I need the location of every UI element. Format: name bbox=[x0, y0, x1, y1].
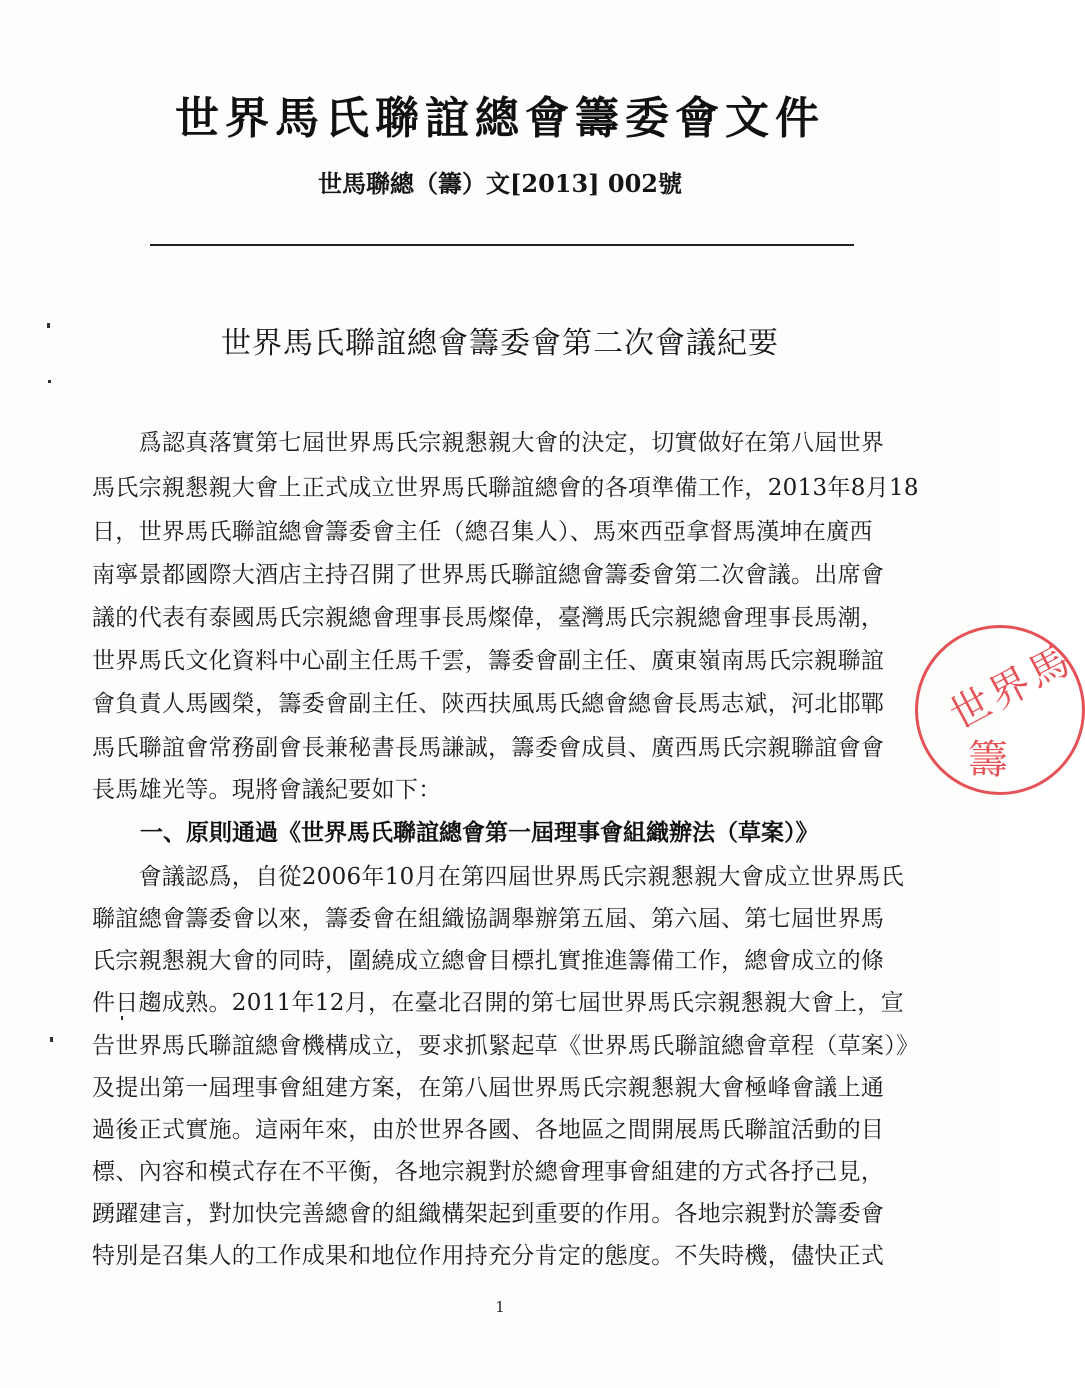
body-line: 馬氏宗親懇親大會上正式成立世界馬氏聯誼總會的各項準備工作，2013年8月18 bbox=[92, 475, 919, 501]
body-line: 及提出第一屆理事會組建方案，在第八屆世界馬氏宗親懇親大會極峰會議上通 bbox=[92, 1075, 885, 1101]
document-title: 世界馬氏聯誼總會籌委會文件 bbox=[175, 93, 825, 144]
scan-speck bbox=[48, 380, 51, 383]
scan-speck bbox=[47, 323, 50, 328]
body-line: 踴躍建言，對加快完善總會的組織構架起到重要的作用。各地宗親對於籌委會 bbox=[92, 1201, 885, 1227]
seal-text: 籌 bbox=[968, 737, 1008, 783]
body-line: 氏宗親懇親大會的同時，圍繞成立總會目標扎實推進籌備工作，總會成立的條 bbox=[92, 948, 885, 974]
scan-speck bbox=[50, 1037, 53, 1042]
body-line: 長馬雄光等。現將會議紀要如下： bbox=[92, 777, 442, 803]
body-line: 爲認真落實第七屆世界馬氏宗親懇親大會的決定，切實做好在第八屆世界 bbox=[92, 430, 885, 456]
meeting-title: 世界馬氏聯誼總會籌委會第二次會議紀要 bbox=[221, 326, 779, 361]
section-heading: 一、原則通過《世界馬氏聯誼總會第一屆理事會組織辦法（草案）》 bbox=[140, 819, 819, 846]
scan-speck bbox=[121, 1016, 123, 1020]
body-line: 會議認爲，自從2006年10月在第四屆世界馬氏宗親懇親大會成立世界馬氏 bbox=[92, 864, 904, 890]
body-line: 日，世界馬氏聯誼總會籌委會主任（總召集人）、馬來西亞拿督馬漢坤在廣西 bbox=[92, 519, 873, 545]
body-line: 特別是召集人的工作成果和地位作用持充分肯定的態度。不失時機，儘快正式 bbox=[92, 1243, 885, 1269]
seal-text: 世界馬 bbox=[942, 636, 1081, 739]
body-line: 馬氏聯誼會常務副會長兼秘書長馬謙誠，籌委會成員、廣西馬氏宗親聯誼會會 bbox=[92, 735, 885, 761]
header-divider bbox=[150, 244, 854, 246]
document-number: 世馬聯總（籌）文[2013] 002號 bbox=[318, 169, 682, 198]
body-line: 議的代表有泰國馬氏宗親總會理事長馬燦偉，臺灣馬氏宗親總會理事長馬潮， bbox=[92, 605, 885, 631]
body-line: 標、內容和模式存在不平衡，各地宗親對於總會理事會組建的方式各抒己見， bbox=[92, 1159, 885, 1185]
body-line: 世界馬氏文化資料中心副主任馬千雲，籌委會副主任、廣東嶺南馬氏宗親聯誼 bbox=[92, 648, 885, 674]
body-line: 南寧景都國際大酒店主持召開了世界馬氏聯誼總會籌委會第二次會議。出席會 bbox=[92, 562, 885, 588]
official-seal bbox=[915, 625, 1085, 795]
body-line: 會負責人馬國榮，籌委會副主任、陝西扶風馬氏總會總會長馬志斌，河北邯鄲 bbox=[92, 691, 885, 717]
body-line: 過後正式實施。這兩年來，由於世界各國、各地區之間開展馬氏聯誼活動的目 bbox=[92, 1117, 885, 1143]
body-line: 件日趨成熟。2011年12月，在臺北召開的第七屆世界馬氏宗親懇親大會上，宣 bbox=[92, 990, 904, 1016]
page-number: 1 bbox=[495, 1298, 505, 1316]
body-line: 告世界馬氏聯誼總會機構成立，要求抓緊起草《世界馬氏聯誼總會章程（草案）》 bbox=[92, 1033, 920, 1059]
body-line: 聯誼總會籌委會以來，籌委會在組織協調舉辦第五屆、第六屆、第七屆世界馬 bbox=[92, 906, 885, 932]
